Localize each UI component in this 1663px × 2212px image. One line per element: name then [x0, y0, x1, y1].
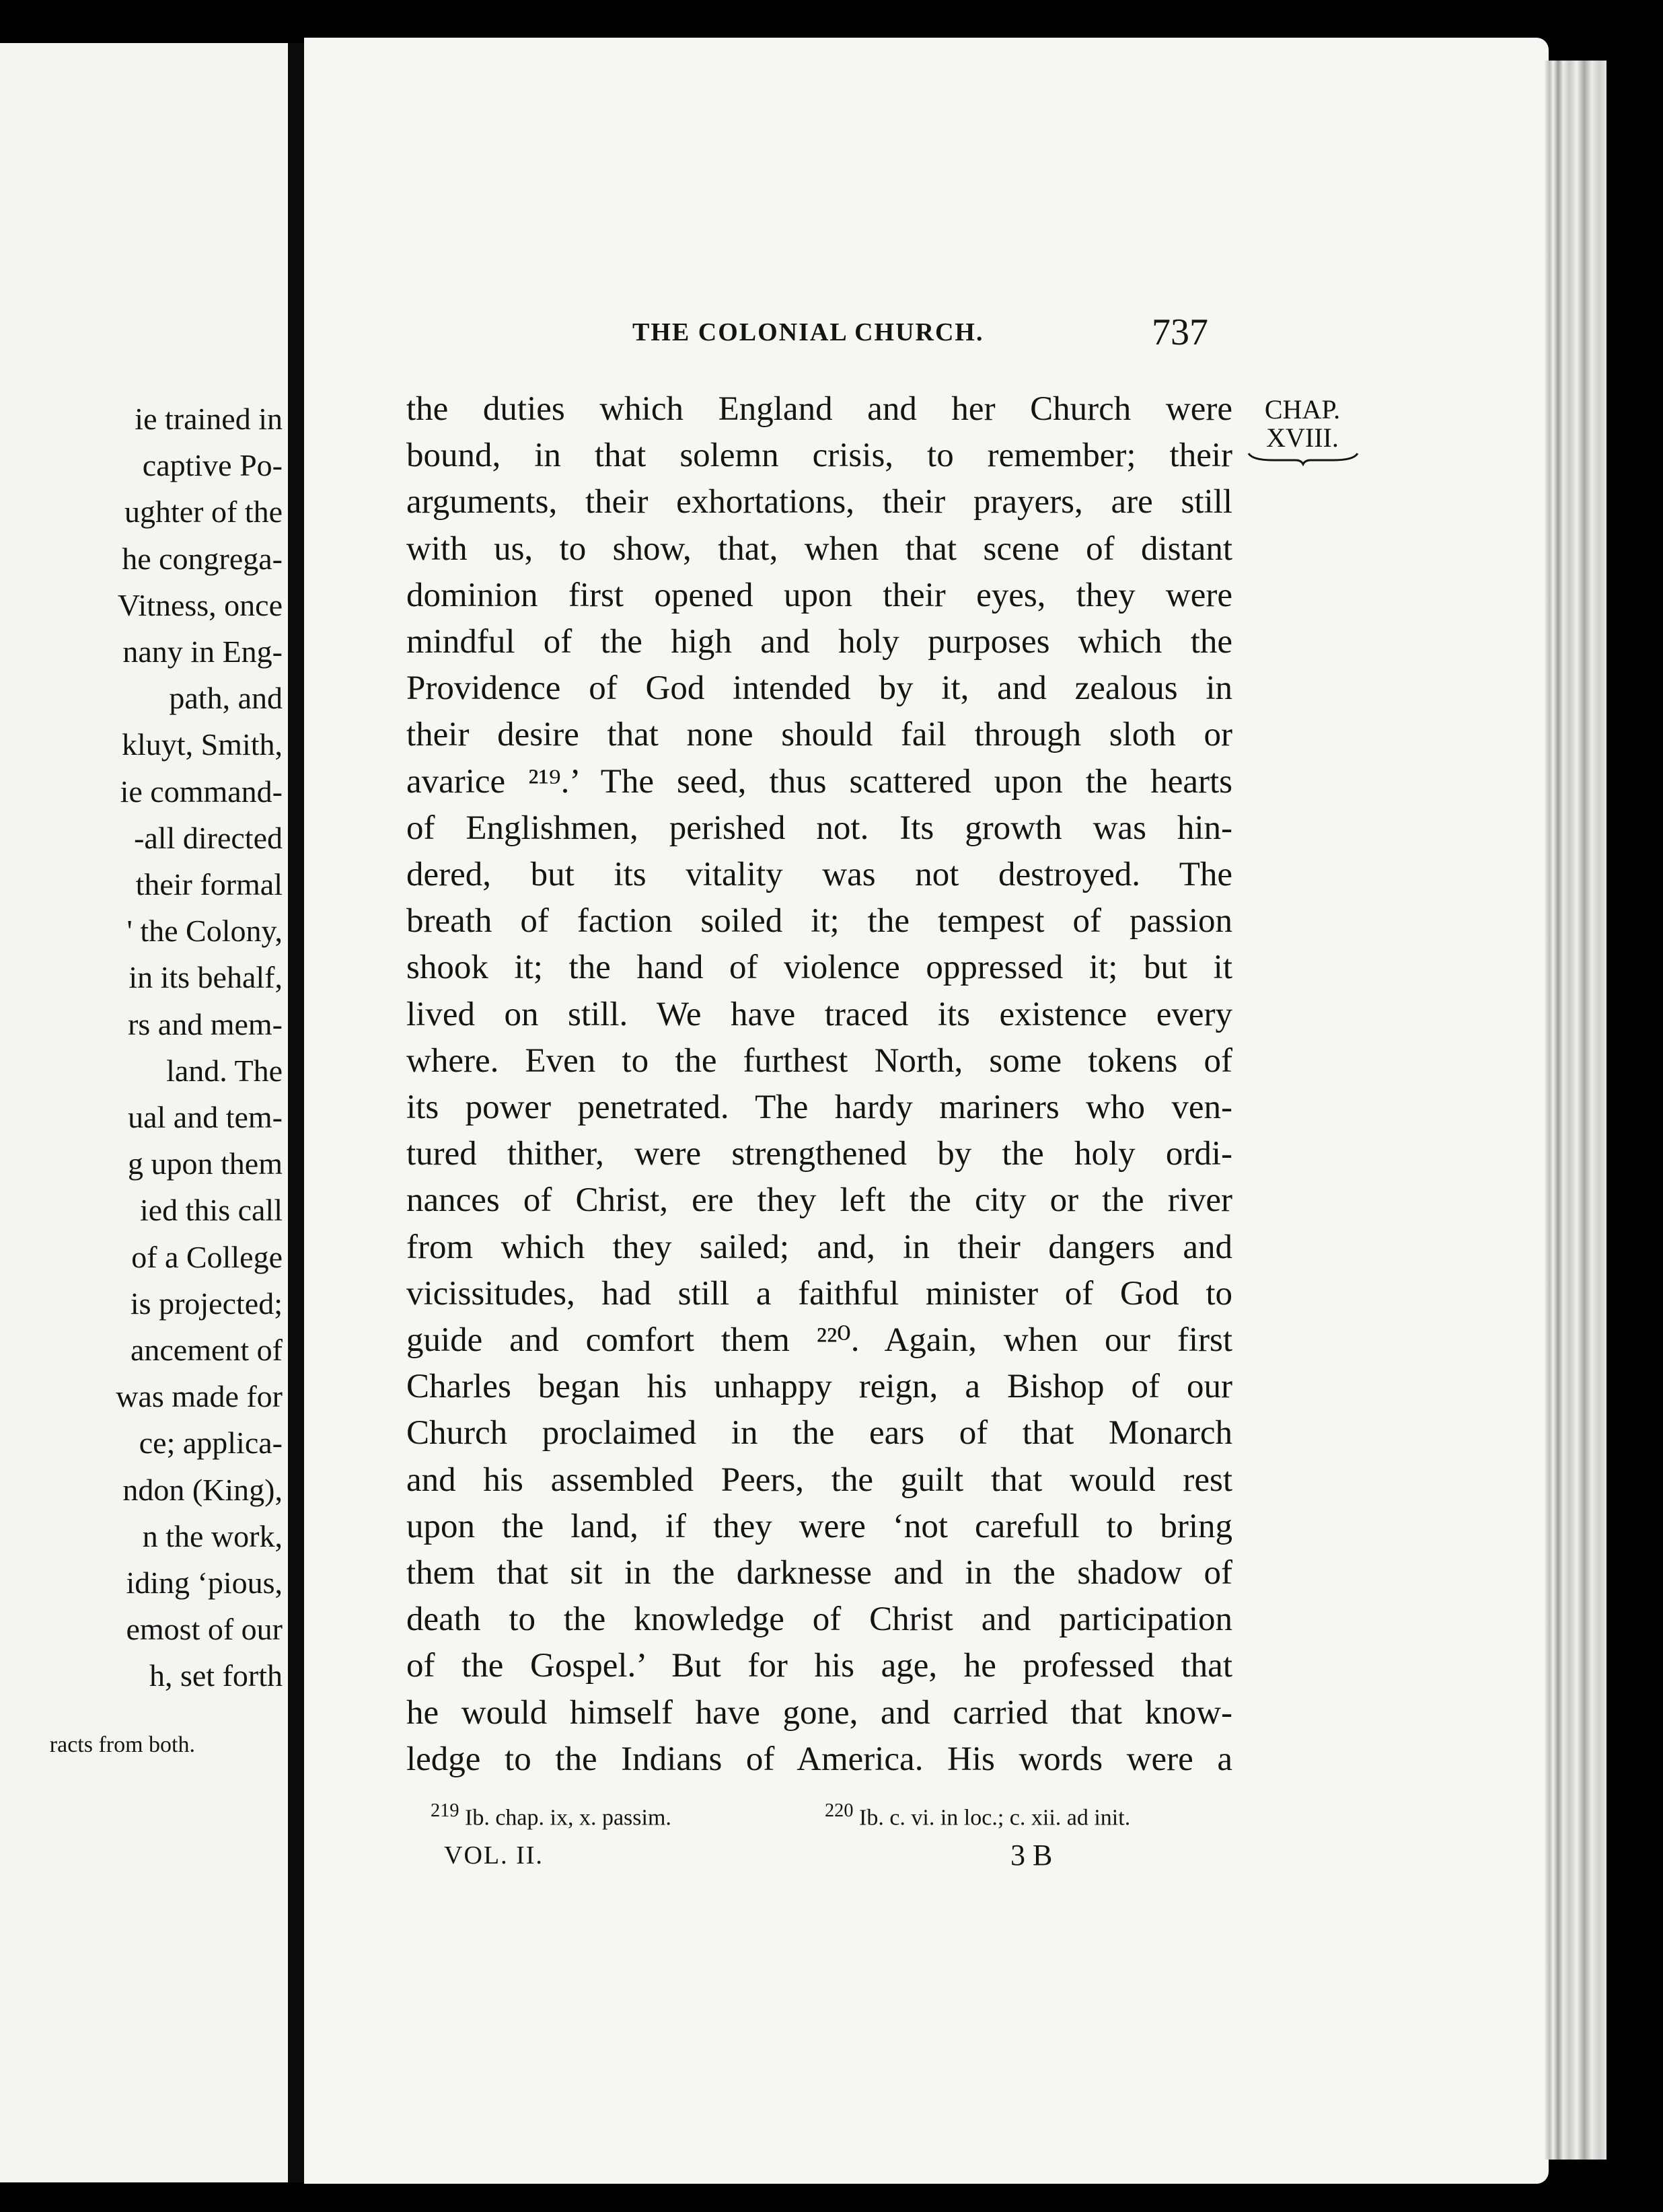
left-text-line: was made for	[116, 1379, 283, 1414]
body-text-line: he would himself have gone, and carried that know-	[406, 1693, 1232, 1732]
footnote-text: Ib. c. vi. in loc.; c. xii. ad init.	[859, 1805, 1131, 1831]
body-text-line: Providence of God intended by it, and zealous in	[406, 669, 1232, 708]
gathering-mark: 3 B	[1010, 1839, 1053, 1872]
page-edges	[1545, 61, 1606, 2160]
left-text-line: path, and	[169, 681, 283, 716]
left-text-line: their formal	[135, 867, 283, 901]
footnote-marker: 220	[825, 1800, 854, 1821]
left-text-line: emost of our	[126, 1612, 283, 1647]
left-text-line: ie command-	[120, 774, 283, 809]
book-gutter	[288, 43, 304, 2182]
body-text-line: dominion first opened upon their eyes, they were	[406, 576, 1232, 614]
left-text-line: is projected;	[130, 1286, 283, 1321]
left-footnote: racts from both.	[49, 1732, 195, 1757]
body-text-line: their desire that none should fail through sloth or	[406, 716, 1232, 754]
left-text-line: h, set forth	[149, 1658, 283, 1693]
left-page	[0, 43, 288, 2182]
body-text-line: of the Gospel.’ But for his age, he professed that	[406, 1647, 1232, 1685]
footnote-219	[431, 1800, 671, 1831]
margin-chapter-note	[1249, 396, 1356, 452]
body-text-line: vicissitudes, had still a faithful minister of God to	[406, 1274, 1232, 1313]
body-text-line: shook it; the hand of violence oppressed it; but it	[406, 949, 1232, 987]
left-text-line: ual and tem-	[128, 1100, 283, 1134]
left-text-line: ancement of	[130, 1333, 283, 1367]
body-text-line: guide and comfort them ²²⁰. Again, when our first	[406, 1321, 1232, 1359]
left-text-line: ' the Colony,	[126, 914, 283, 949]
left-text-line: iding ‘pious,	[126, 1565, 283, 1600]
margin-chap-label: CHAP.	[1264, 394, 1341, 425]
body-text-line: lived on still. We have traced its existence every	[406, 995, 1232, 1033]
body-text-line: arguments, their exhortations, their prayers, are still	[406, 483, 1232, 521]
body-text-line: upon the land, if they were ‘not carefull to bring	[406, 1507, 1232, 1545]
left-text-line: ce; applica-	[139, 1426, 283, 1461]
page-number: 737	[1152, 311, 1208, 353]
margin-chap-number: XVIII.	[1266, 422, 1339, 453]
running-head: THE COLONIAL CHURCH.	[632, 318, 984, 346]
body-text-line: dered, but its vitality was not destroyed. The	[406, 856, 1232, 893]
left-text-line: ie trained in	[135, 402, 283, 436]
body-text-line: ledge to the Indians of America. His words were a	[406, 1740, 1232, 1778]
left-text-line: he congrega-	[122, 541, 283, 576]
body-text-line: Charles began his unhappy reign, a Bishop of our	[406, 1368, 1232, 1406]
left-text-line: captive Po-	[142, 448, 283, 483]
body-text-line: Church proclaimed in the ears of that Monarch	[406, 1414, 1232, 1452]
body-text-line: breath of faction soiled it; the tempest of passion	[406, 902, 1232, 941]
left-text-line: of a College	[131, 1239, 283, 1274]
footnote-220	[825, 1800, 1130, 1831]
volume-signature: VOL. II.	[444, 1841, 544, 1870]
left-text-line: rs and mem-	[128, 1006, 283, 1041]
brace-icon	[1246, 451, 1360, 467]
body-text-line: with us, to show, that, when that scene of distant	[406, 529, 1232, 568]
left-text-line: land. The	[166, 1053, 283, 1088]
body-text-line: where. Even to the furthest North, some tokens of	[406, 1041, 1232, 1080]
body-text-line: bound, in that solemn crisis, to remember; their	[406, 437, 1232, 475]
left-text-line: Vitness, once	[117, 587, 283, 622]
body-text-line: from which they sailed; and, in their dangers and	[406, 1228, 1232, 1266]
left-text-line: ied this call	[139, 1193, 283, 1228]
footnote-marker: 219	[431, 1800, 459, 1821]
body-text-line: its power penetrated. The hardy mariners who ven-	[406, 1089, 1232, 1126]
left-text-line: -all directed	[134, 820, 283, 855]
body-text-line: tured thither, were strengthened by the holy ordi-	[406, 1135, 1232, 1173]
left-text-line: kluyt, Smith,	[122, 727, 283, 762]
body-text-line: of Englishmen, perished not. Its growth was hin-	[406, 809, 1232, 847]
body-text-line: nances of Christ, ere they left the city or the river	[406, 1181, 1232, 1220]
body-text-line: them that sit in the darknesse and in the shadow of	[406, 1554, 1232, 1592]
footnote-text: Ib. chap. ix, x. passim.	[465, 1805, 671, 1831]
left-text-line: in its behalf,	[128, 960, 283, 995]
left-text-line: g upon them	[128, 1146, 283, 1181]
body-text-line: avarice ²¹⁹.’ The seed, thus scattered upon the hearts	[406, 762, 1232, 801]
left-text-line: nany in Eng-	[122, 634, 283, 669]
left-text-line: ndon (King),	[122, 1472, 283, 1507]
body-text-line: mindful of the high and holy purposes which the	[406, 623, 1232, 661]
body-text-line: death to the knowledge of Christ and participation	[406, 1600, 1232, 1639]
left-text-line: ughter of the	[124, 494, 283, 529]
body-text-line: and his assembled Peers, the guilt that would rest	[406, 1461, 1232, 1499]
left-text-line: n the work,	[142, 1518, 283, 1553]
body-text-line: the duties which England and her Church were	[406, 390, 1232, 428]
